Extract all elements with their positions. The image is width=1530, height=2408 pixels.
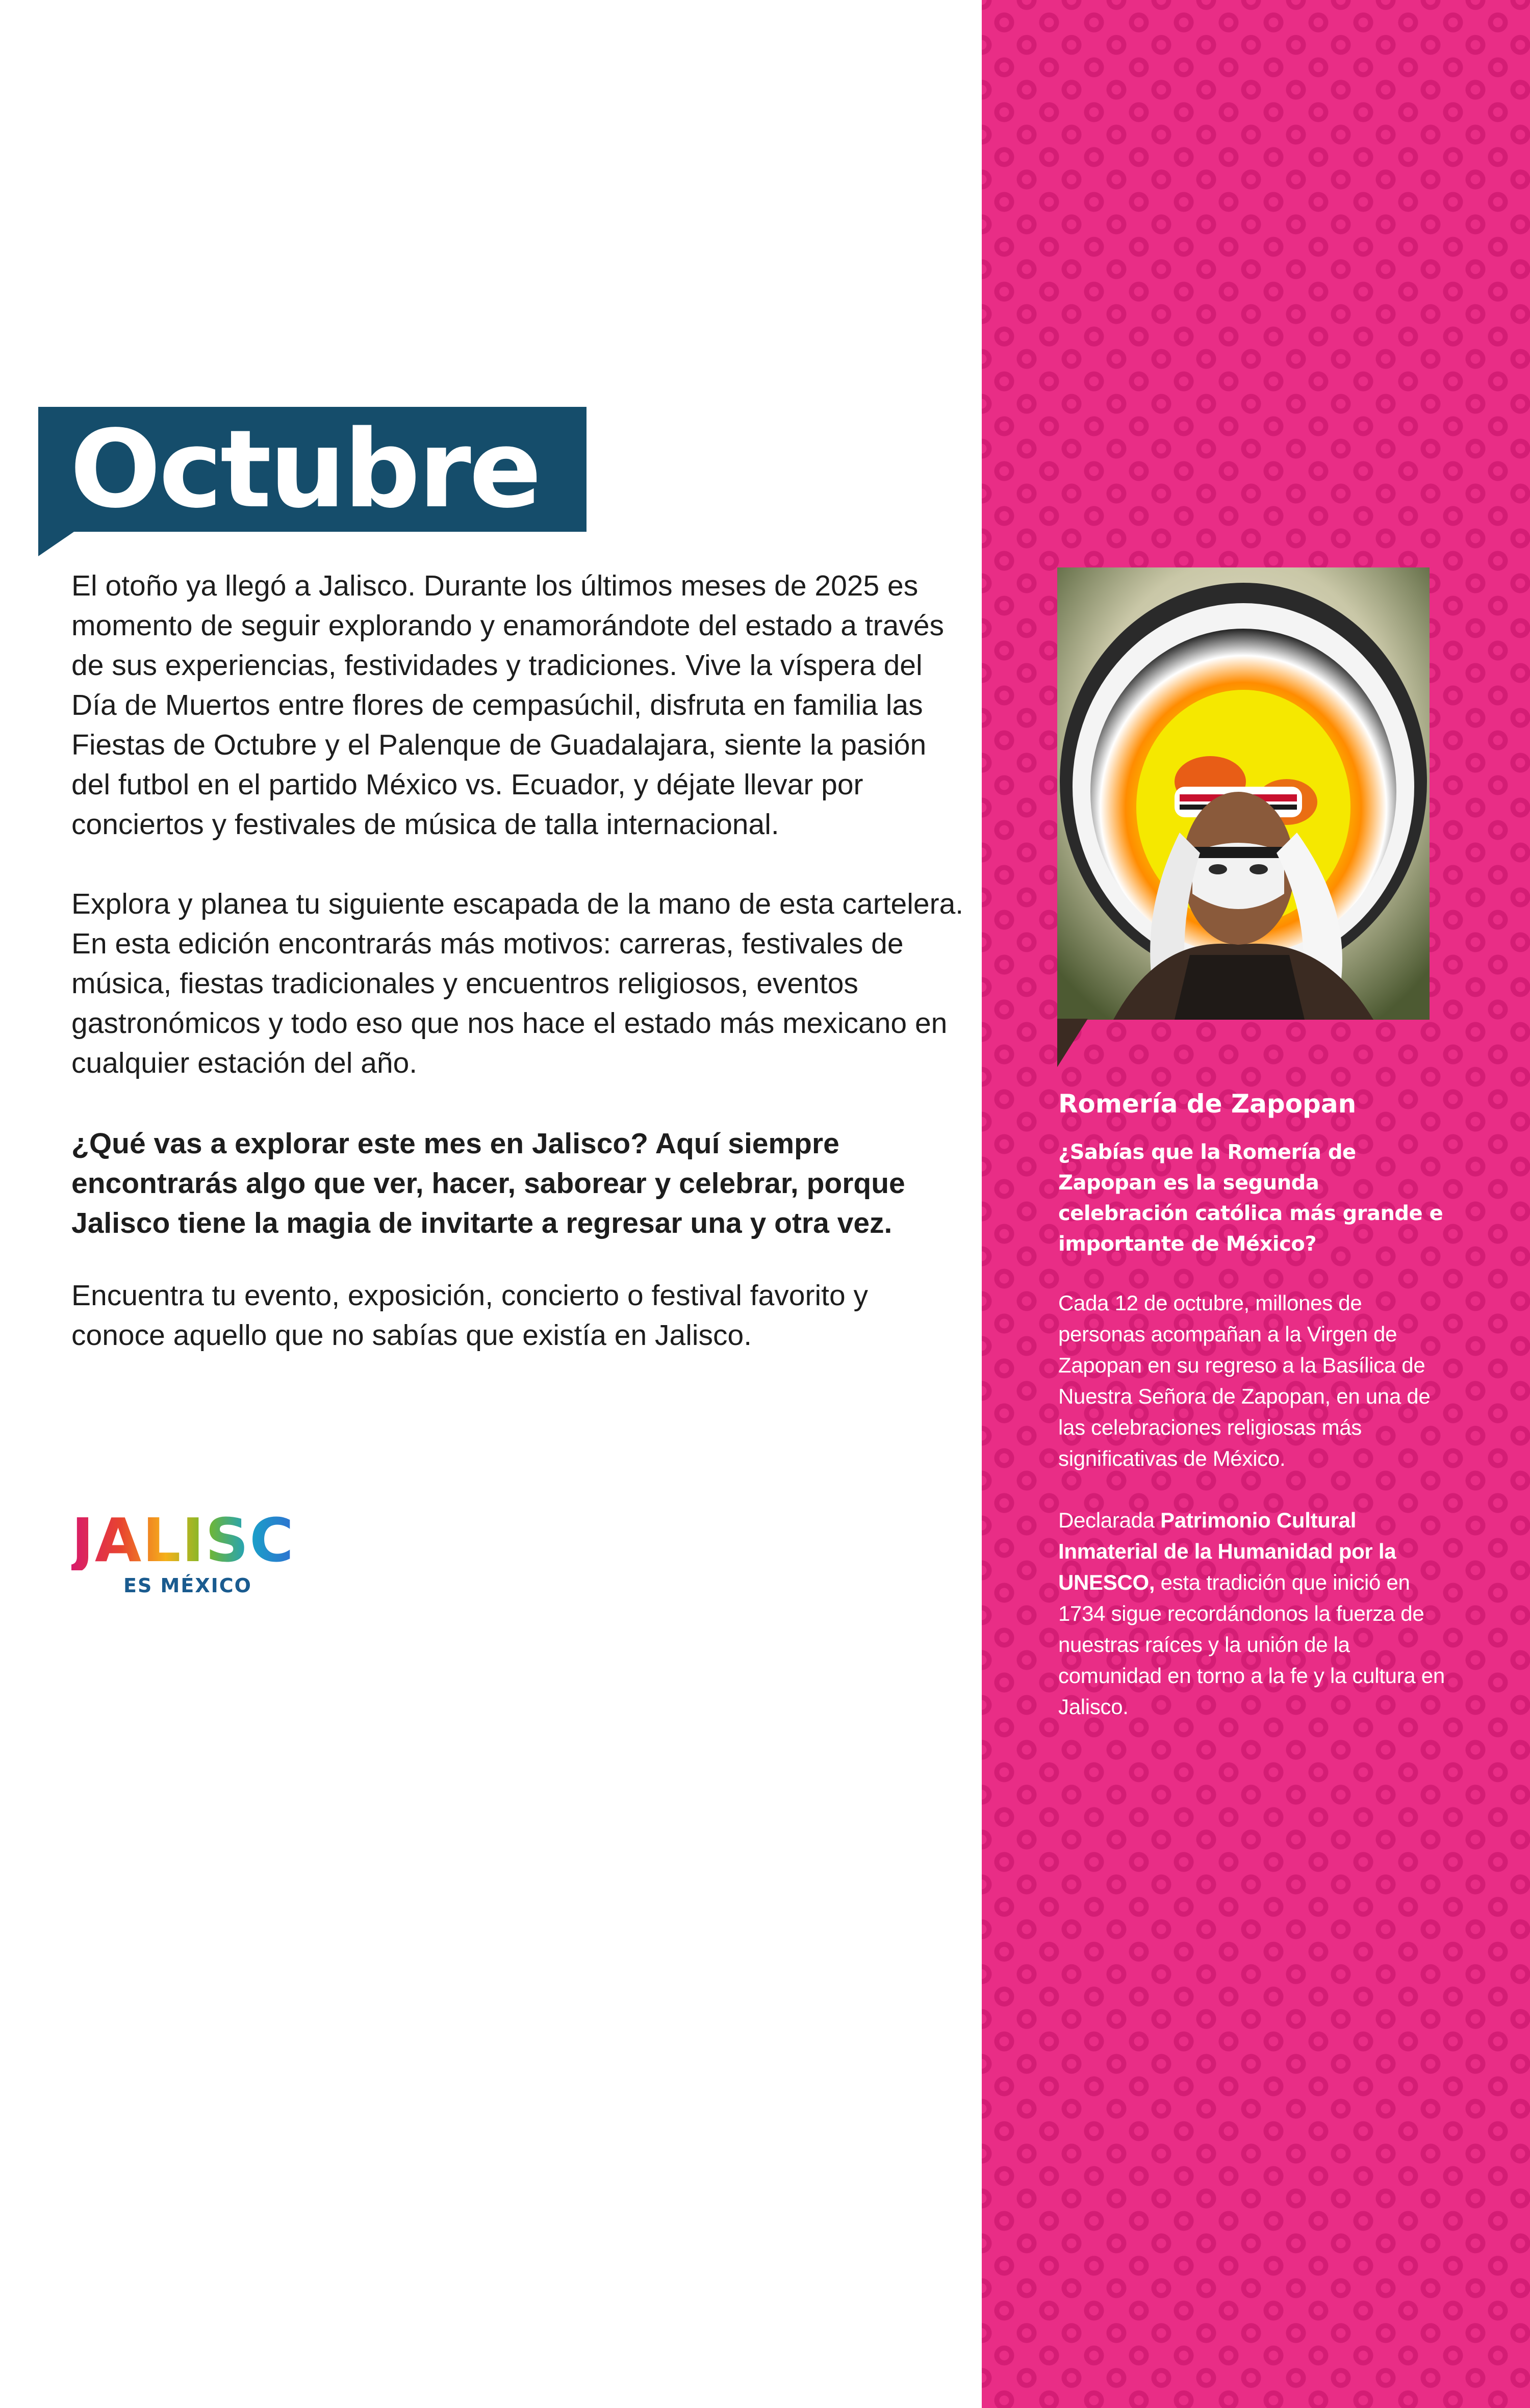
headdress-photo (1057, 567, 1430, 1020)
photo-caption-tail (1057, 1019, 1088, 1067)
headdress-illustration (1057, 567, 1430, 1020)
feature-paragraph-2-rest: esta tradición que inició en 1734 sigue recordándonos la fuerza de nuestras raíces y la unión de la comunidad en torno a la fe y la cultura en Jalisco. (1058, 1570, 1445, 1719)
page-title: Octubre (70, 407, 540, 532)
explore-paragraph: Explora y planea tu siguiente escapada de la mano de esta cartelera. En esta edición encontrarás más motivos: carreras, festivales de música, fiestas tradicionales y encuentros religiosos, eventos gastronómicos y todo eso que nos hace el estado más mexicano en cualquier estación del año. (71, 888, 964, 1079)
question-paragraph: ¿Qué vas a explorar este mes en Jalisco? Aquí siempre encontrarás algo que ver, hacer, saborear y celebrar, porque Jalisco tiene la magia de invitarte a regresar una y otra vez. (71, 1127, 905, 1239)
jalisco-logo (71, 1505, 347, 1597)
feature-paragraph-2-lead: Declarada (1058, 1508, 1161, 1532)
logo-wordmark: JALISCO (71, 1505, 347, 1575)
feature-paragraph-1: Cada 12 de octubre, millones de personas acompañan a la Virgen de Zapopan en su regreso a la Basílica de Nuestra Señora de Zapopan, en una de las celebraciones religiosas más significativas de México. (1058, 1291, 1431, 1470)
title-banner (38, 407, 586, 532)
feature-question: ¿Sabías que la Romería de Zapopan es la segunda celebración católica más grande e importante de México? (1058, 1141, 1443, 1256)
body-text (71, 566, 969, 1355)
feature-paragraph-2 (1058, 1505, 1446, 1722)
feature-paragraph-2-highlight: Patrimonio Cultural Inmaterial de la Humanidad por la UNESCO, (1058, 1508, 1396, 1594)
logo-tagline: ES MÉXICO (123, 1574, 252, 1597)
intro-paragraph: El otoño ya llegó a Jalisco. Durante los últimos meses de 2025 es momento de seguir explorando y enamorándote del estado a través de sus experiencias, festividades y tradiciones. Vive la víspera del Día de Muertos entre flores de cempasúchil, disfruta en familia las Fiestas de Octubre y el Palenque de Guadalajara, siente la pasión del futbol en el partido México vs. Ecuador, y déjate llevar por conciertos y festivales de música de talla internacional. (71, 569, 945, 841)
title-banner-tail (38, 532, 74, 556)
closing-paragraph: Encuentra tu evento, exposición, concierto o festival favorito y conoce aquello que no sabías que existía en Jalisco. (71, 1279, 869, 1352)
feature-title: Romería de Zapopan (1058, 1089, 1357, 1119)
feature-text (1058, 1086, 1446, 1753)
